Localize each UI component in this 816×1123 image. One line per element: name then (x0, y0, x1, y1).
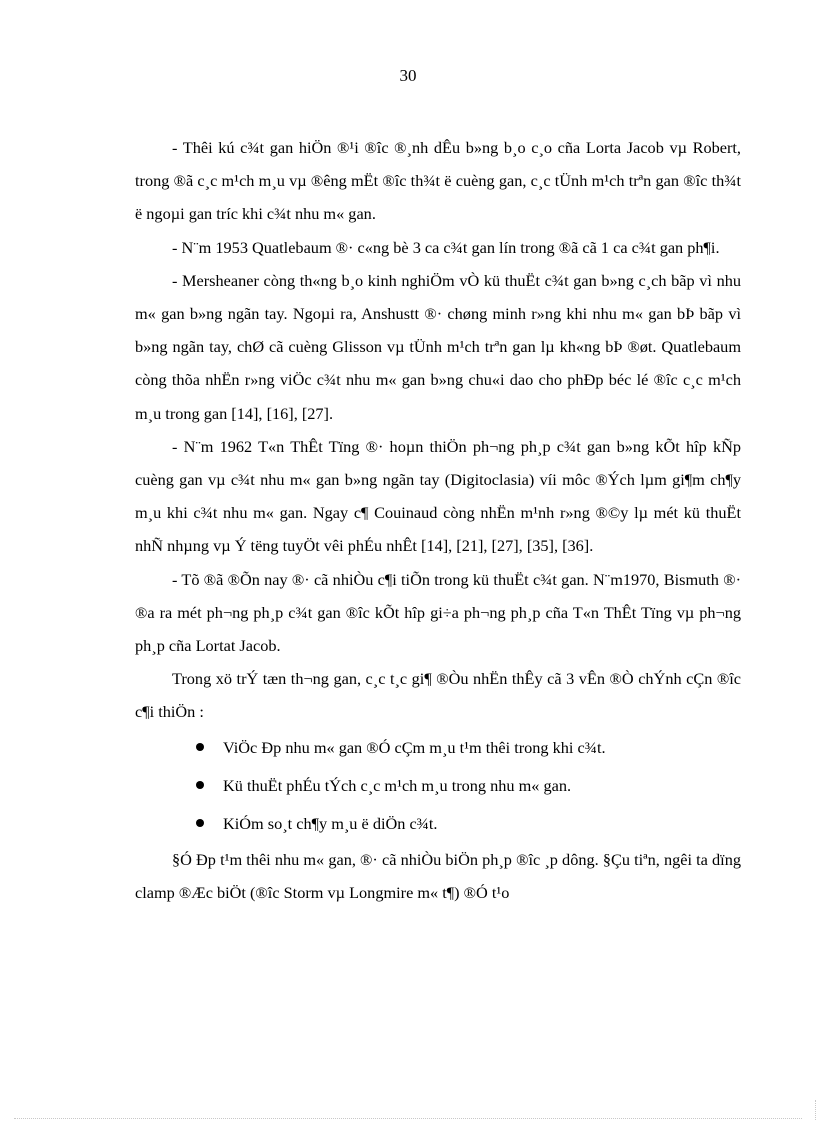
paragraph-quatlebaum-1953: - N¨m 1953 Quatlebaum ®· c«ng bè 3 ca c¾t gan lín trong ®ã cã 1 ca c¾t gan ph¶i. (172, 237, 720, 257)
paragraph-bismuth-1970: - Tõ ®ã ®Õn nay ®· cã nhiÒu c¶i tiÕn trong kü thuËt c¾t gan. N¨m1970, Bismuth ®· ®a ra mét ph¬ng ph¸p c¾t gan ®îc kÕt hîp gi÷a ph¬ng ph¸p cña T«n ThÊt Tïng vµ ph¬ng ph¸p cña Lortat Jacob. (135, 569, 741, 656)
list-item-text: ViÖc Ðp nhu m« gan ®Ó cÇm m¸u t¹m thêi trong khi c¾t. (223, 737, 606, 757)
issue-list (135, 729, 741, 843)
list-item (135, 805, 741, 843)
bullet-dot-icon (196, 743, 204, 751)
bullet-dot-icon (196, 819, 204, 827)
list-item (135, 729, 741, 767)
bullet-dot-icon (196, 781, 204, 789)
list-item-text: KiÓm so¸t ch¶y m¸u ë diÖn c¾t. (223, 813, 438, 833)
paragraph-ton-that-tung-1962: - N¨m 1962 T«n ThÊt Tïng ®· hoµn thiÖn ph¬ng ph¸p c¾t gan b»ng kÕt hîp kÑp cuèng gan vµ c¾t nhu m« gan b»ng ngãn tay (Digitoclasia) víi môc ®Ých lµm gi¶m ch¶y m¸u khi c¾t nhu m« gan. Ngay c¶ Couinaud còng nhËn m¹nh r»ng ®©y lµ mét kü thuËt nhÑ nhµng vµ Ý tëng tuyÖt vêi phÉu nhÊt [14], [21], [27], [35], [36]. (135, 436, 741, 556)
document-body (135, 131, 741, 909)
page-number: 30 (399, 66, 417, 85)
paragraph-compression: §Ó Ðp t¹m thêi nhu m« gan, ®· cã nhiÒu biÖn ph¸p ®îc ¸p dông. §Çu tiªn, ngêi ta dïng clamp ®Æc biÖt (®îc Storm vµ Longmire m« t¶) ®Ó t¹o (135, 849, 741, 902)
list-item-text: Kü thuËt phÉu tÝch c¸c m¹ch m¸u trong nhu m« gan. (223, 775, 572, 795)
paragraph-three-issues: Trong xö trÝ tæn th¬ng gan, c¸c t¸c gi¶ ®Òu nhËn thÊy cã 3 vÊn ®Ò chÝnh cÇn ®îc c¶i thiÖn : (135, 669, 741, 722)
paragraph-modern-era: - Thêi kú c¾t gan hiÖn ®¹i ®îc ®¸nh dÊu b»ng b¸o c¸o cña Lorta Jacob vµ Robert, trong ®ã c¸c m¹ch m¸u vµ ®êng mËt ®îc th¾t ë cuèng gan, c¸c tÜnh m¹ch trªn gan ®îc th¾t ë ngoµi gan tríc khi c¾t nhu m« gan. (135, 138, 741, 224)
paragraph-mersheaner: - Mersheaner còng th«ng b¸o kinh nghiÖm vÒ kü thuËt c¾t gan b»ng c¸ch bãp vì nhu m« gan b»ng ngãn tay. Ngoµi ra, Anshustt ®· chøng minh r»ng khi nhu m« gan bÞ bãp vì b»ng ngãn tay, chØ cã cuèng Glisson vµ tÜnh m¹ch trªn gan lµ kh«ng bÞ ®øt. Quatlebaum còng thõa nhËn r»ng viÖc c¾t nhu m« gan b»ng chu«i dao cho phÐp béc lé ®îc c¸c m¹ch m¸u trong gan [14], [16], [27]. (135, 270, 741, 423)
page-bottom-border (14, 1118, 802, 1119)
list-item (135, 767, 741, 805)
